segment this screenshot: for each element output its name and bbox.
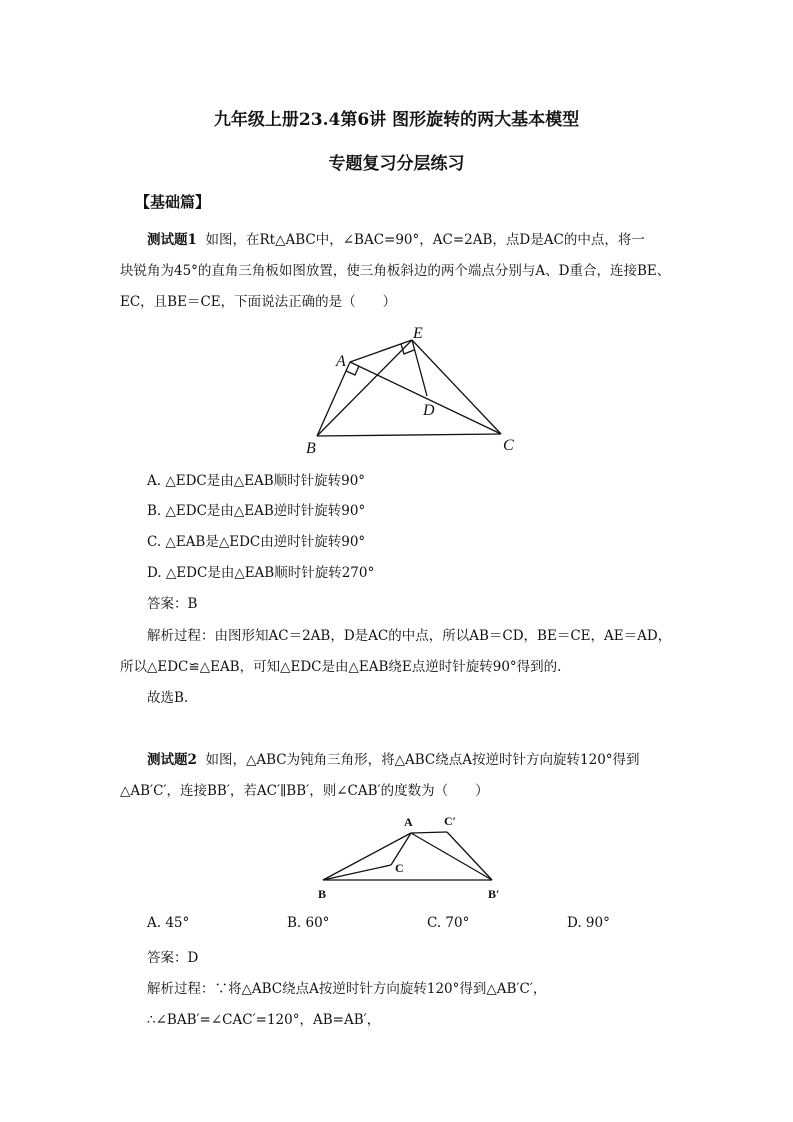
- q1-option-c: C. △EAB是△EDC由逆时针旋转90°: [147, 534, 366, 550]
- q1-label: 测试题1: [147, 232, 197, 248]
- q2-analysis-line1: 解析过程：∵将△ABC绕点A按逆时针方向旋转120°得到△AB′C′，: [147, 981, 547, 997]
- q1-answer: 答案：B: [147, 596, 198, 612]
- q2-answer: 答案：D: [147, 950, 199, 966]
- q1-analysis-line1: 解析过程：由图形知AC＝2AB，D是AC的中点，所以AB＝CD，BE＝CE，AE＝AD，: [147, 628, 672, 644]
- q1-line2: 块锐角为45°的直角三角板如图放置，使三角板斜边的两个端点分别与A、D重合，连接BE、: [120, 263, 671, 279]
- q2-label: 测试题2: [147, 752, 197, 768]
- seg-ABp: [411, 833, 492, 880]
- seg-EB: [317, 340, 412, 436]
- label-E: E: [413, 325, 423, 342]
- section-heading: 【基础篇】: [135, 193, 211, 211]
- page-title: 九年级上册23.4第6讲 图形旋转的两大基本模型: [213, 110, 580, 130]
- q1-option-a: A. △EDC是由△EAB顺时针旋转90°: [147, 473, 366, 489]
- seg-BC: [323, 865, 391, 880]
- seg-AC: [350, 362, 501, 434]
- q1-line3: EC，且BE＝CE，下面说法正确的是（ ）: [120, 294, 397, 310]
- q2-analysis-line2: ∴∠BAB′=∠CAC′=120°，AB=AB′，: [147, 1012, 381, 1028]
- label-C2: C: [395, 861, 404, 875]
- label-Bp: B′: [488, 887, 500, 901]
- seg-ACp: [411, 832, 447, 833]
- q1-line1: 测试题1 如图，在Rt△ABC中，∠BAC=90°，AC=2AB，点D是AC的中点，将一: [147, 232, 645, 248]
- q1-conclusion: 故选B.: [147, 690, 189, 706]
- q2-line2: △AB′C′，连接BB′，若AC′∥BB′，则∠CAB′的度数为（ ）: [120, 783, 489, 799]
- page-subtitle: 专题复习分层练习: [328, 154, 465, 174]
- q2-option-d: D. 90°: [567, 915, 610, 931]
- seg-BA: [317, 362, 350, 436]
- label-B: B: [306, 440, 316, 457]
- q1-option-b: B. △EDC是由△EAB逆时针旋转90°: [147, 503, 366, 519]
- q1-option-d: D. △EDC是由△EAB顺时针旋转270°: [147, 565, 375, 581]
- label-B2: B: [318, 887, 327, 901]
- seg-EC: [412, 340, 501, 434]
- label-Cp: C′: [444, 814, 457, 828]
- q1-analysis-line2: 所以△EDC≌△EAB，可知△EDC是由△EAB绕E点逆时针旋转90°得到的.: [120, 659, 562, 675]
- q2-option-a: A. 45°: [147, 915, 190, 931]
- q2-option-b: B. 60°: [287, 915, 330, 931]
- q1-figure: [300, 318, 530, 458]
- label-C: C: [503, 437, 514, 454]
- q2-line1: 测试题2 如图，△ABC为钝角三角形，将△ABC绕点A按逆时针方向旋转120°得到: [147, 752, 640, 768]
- label-D: D: [423, 402, 435, 419]
- seg-BC: [317, 434, 501, 436]
- q2-figure: [310, 808, 510, 904]
- label-A: A: [336, 353, 346, 370]
- label-A2: A: [404, 815, 413, 829]
- seg-CpBp: [447, 832, 492, 880]
- right-angle-E: [401, 344, 414, 354]
- q2-option-c: C. 70°: [427, 915, 470, 931]
